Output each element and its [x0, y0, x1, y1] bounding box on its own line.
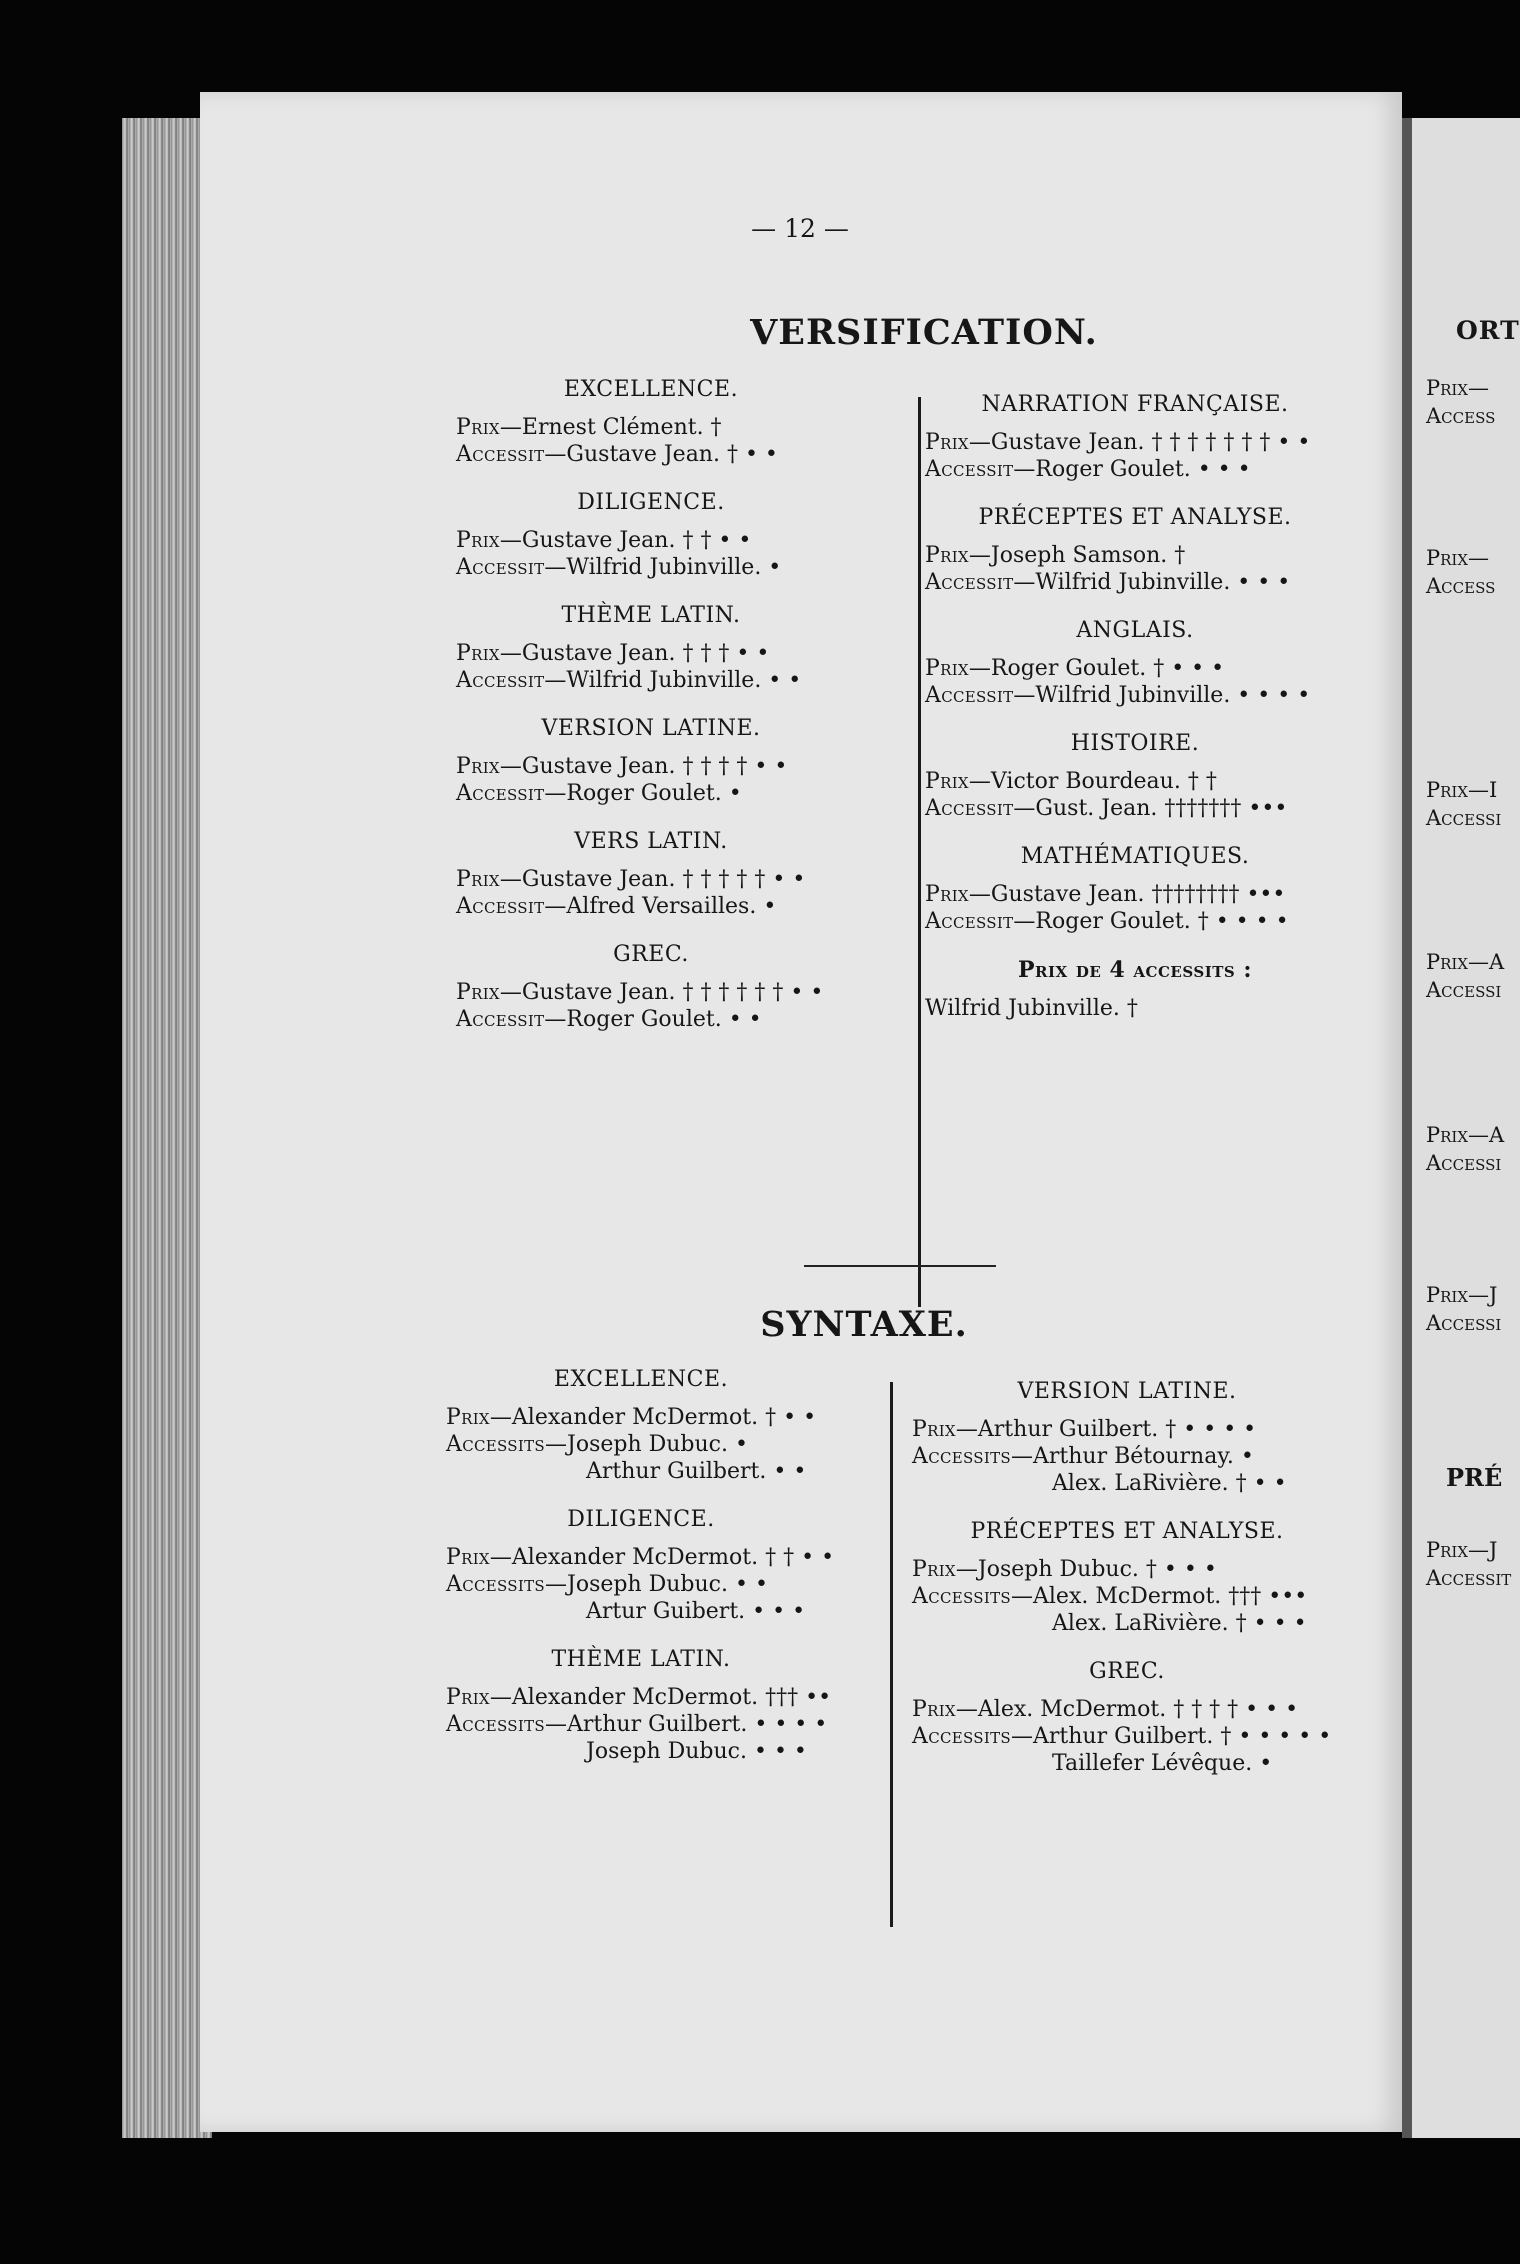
award-entry — [925, 995, 1345, 1022]
recipient-text: —Alexander McDermot. † • • — [489, 1405, 817, 1430]
award-type-label: Accessits — [446, 1712, 545, 1737]
recipient-text: —Joseph Dubuc. • — [545, 1432, 748, 1457]
award-entry — [456, 780, 846, 807]
award-type-label: Accessit — [456, 781, 545, 806]
award-entry — [925, 682, 1345, 709]
award-type-label: Prix — [925, 882, 969, 907]
adjacent-page-fragment — [1402, 118, 1520, 2138]
recipient-text: —Ernest Clément. † — [499, 415, 722, 440]
award-type-label: Accessits — [446, 1572, 545, 1597]
award-type-label: Accessit — [925, 570, 1014, 595]
award-entry — [925, 795, 1345, 822]
award-type-label: Accessits — [912, 1724, 1011, 1749]
category-heading: VERS LATIN. — [574, 829, 728, 854]
award-entry — [456, 753, 846, 780]
award-entry — [456, 527, 846, 554]
award-entry — [912, 1723, 1342, 1750]
recipient-text: —Gustave Jean. † † • • — [499, 528, 752, 553]
recipient-text: —Roger Goulet. • • — [544, 1007, 762, 1032]
award-type-label: Accessit — [925, 457, 1014, 482]
award-entry — [456, 866, 846, 893]
category-heading: DILIGENCE. — [577, 490, 725, 515]
award-entry — [456, 979, 846, 1006]
award-entry — [456, 667, 846, 694]
award-entry — [912, 1556, 1342, 1583]
award-type-label: Accessit — [456, 442, 545, 467]
award-category — [912, 1379, 1342, 1497]
award-category — [912, 1659, 1342, 1777]
column-divider — [890, 1382, 893, 1927]
award-type-label: Prix — [925, 769, 969, 794]
award-category — [912, 1519, 1342, 1637]
award-entry — [912, 1750, 1342, 1777]
section-title-syntaxe: SYNTAXE. — [760, 1304, 968, 1345]
category-heading: DILIGENCE. — [567, 1507, 715, 1532]
category-heading: VERSION LATINE. — [541, 716, 761, 741]
award-entry — [912, 1610, 1342, 1637]
award-category — [456, 942, 846, 1033]
award-type-label: Accessit — [925, 796, 1014, 821]
recipient-text: —Roger Goulet. † • • • — [968, 656, 1225, 681]
recipient-text: Wilfrid Jubinville. † — [925, 996, 1138, 1021]
award-type-label: Prix — [456, 641, 500, 666]
award-entry — [456, 441, 846, 468]
recipient-text: —Gustave Jean. †††††††† ••• — [968, 882, 1286, 907]
recipient-text: —Gustave Jean. † † † • • — [499, 641, 770, 666]
adjacent-page-line: Accessi — [1426, 806, 1502, 830]
recipient-text: —Alexander McDermot. † † • • — [489, 1545, 835, 1570]
recipient-text: —Gustave Jean. † • • — [544, 442, 778, 467]
award-type-label: Accessit — [456, 894, 545, 919]
award-category — [925, 957, 1345, 1022]
award-entry — [912, 1696, 1342, 1723]
adjacent-page-title: ORT — [1456, 316, 1520, 345]
recipient-text: —Gustave Jean. † † † † • • — [499, 754, 788, 779]
award-entry — [912, 1443, 1342, 1470]
category-heading: Prix de 4 accessits : — [1018, 957, 1252, 983]
award-entry — [912, 1416, 1342, 1443]
recipient-text: —Gustave Jean. † † † † † † † • • — [968, 430, 1311, 455]
recipient-text: —Arthur Guilbert. • • • • — [545, 1712, 828, 1737]
award-type-label: Accessit — [925, 683, 1014, 708]
award-type-label: Prix — [456, 415, 500, 440]
award-entry — [925, 908, 1345, 935]
recipient-text: —Gust. Jean. ††††††† ••• — [1013, 796, 1288, 821]
recipient-text: Taillefer Lévêque. • — [1052, 1751, 1273, 1776]
adjacent-page-line: Accessi — [1426, 1151, 1502, 1175]
recipient-text: Arthur Guilbert. • • — [586, 1459, 807, 1484]
award-category — [446, 1507, 836, 1625]
award-category — [456, 490, 846, 581]
award-category — [456, 377, 846, 468]
category-heading: GREC. — [613, 942, 689, 967]
recipient-text: —Wilfrid Jubinville. • • • — [1013, 570, 1291, 595]
category-heading: HISTOIRE. — [1070, 731, 1200, 756]
award-entry — [925, 655, 1345, 682]
award-entry — [925, 569, 1345, 596]
recipient-text: —Wilfrid Jubinville. • — [544, 555, 782, 580]
award-entry — [446, 1738, 836, 1765]
award-type-label: Prix — [446, 1405, 490, 1430]
recipient-text: —Joseph Samson. † — [968, 543, 1186, 568]
category-heading: ANGLAIS. — [1076, 618, 1194, 643]
recipient-text: —Roger Goulet. † • • • • — [1013, 909, 1289, 934]
award-type-label: Prix — [912, 1417, 956, 1442]
award-entry — [456, 1006, 846, 1033]
recipient-text: —Roger Goulet. • • • — [1013, 457, 1251, 482]
award-entry — [456, 554, 846, 581]
award-entry — [456, 414, 846, 441]
award-type-label: Prix — [925, 543, 969, 568]
recipient-text: —Arthur Guilbert. † • • • • • — [1011, 1724, 1332, 1749]
award-entry — [456, 640, 846, 667]
adjacent-page-line: Prix—A — [1426, 950, 1505, 974]
adjacent-page-line: Prix—J — [1426, 1283, 1498, 1307]
recipient-text: —Alex. McDermot. † † † † • • • — [955, 1697, 1299, 1722]
award-entry — [446, 1598, 836, 1625]
book-page — [200, 92, 1402, 2132]
adjacent-page-line: Prix—A — [1426, 1123, 1505, 1147]
award-type-label: Prix — [912, 1557, 956, 1582]
award-category — [925, 844, 1345, 935]
section-separator-rule — [804, 1265, 996, 1267]
award-category — [925, 731, 1345, 822]
recipient-text: —Joseph Dubuc. • • — [545, 1572, 768, 1597]
recipient-text: —Alexander McDermot. ††† •• — [489, 1685, 832, 1710]
award-type-label: Prix — [456, 528, 500, 553]
column-divider — [918, 397, 921, 1307]
adjacent-page-line: Prix— — [1426, 546, 1490, 570]
category-heading: PRÉCEPTES ET ANALYSE. — [978, 505, 1292, 530]
award-entry — [912, 1583, 1342, 1610]
award-entry — [446, 1544, 836, 1571]
award-category — [456, 829, 846, 920]
award-category — [925, 505, 1345, 596]
award-entry — [446, 1431, 836, 1458]
award-entry — [925, 456, 1345, 483]
award-entry — [925, 768, 1345, 795]
award-category — [446, 1647, 836, 1765]
award-type-label: Accessit — [925, 909, 1014, 934]
award-entry — [446, 1404, 836, 1431]
recipient-text: —Roger Goulet. • — [544, 781, 742, 806]
recipient-text: —Victor Bourdeau. † † — [968, 769, 1217, 794]
recipient-text: —Joseph Dubuc. † • • • — [955, 1557, 1217, 1582]
recipient-text: —Wilfrid Jubinville. • • — [544, 668, 802, 693]
award-entry — [925, 881, 1345, 908]
recipient-text: —Wilfrid Jubinville. • • • • — [1013, 683, 1311, 708]
adjacent-page-subtitle: PRÉ — [1446, 1463, 1503, 1492]
adjacent-page-line: Access — [1426, 404, 1496, 428]
category-heading: THÈME LATIN. — [551, 1647, 731, 1672]
category-heading: MATHÉMATIQUES. — [1020, 844, 1250, 869]
adjacent-page-line: Accessi — [1426, 1311, 1502, 1335]
recipient-text: —Gustave Jean. † † † † † • • — [499, 867, 806, 892]
recipient-text: Artur Guibert. • • • — [586, 1599, 806, 1624]
award-type-label: Accessit — [456, 555, 545, 580]
award-entry — [912, 1470, 1342, 1497]
adjacent-page-line: Prix— — [1426, 376, 1490, 400]
award-entry — [925, 542, 1345, 569]
adjacent-page-line: Prix—J — [1426, 1538, 1498, 1562]
award-type-label: Prix — [456, 980, 500, 1005]
versification-left-column — [456, 377, 846, 1055]
recipient-text: —Alfred Versailles. • — [544, 894, 777, 919]
award-category — [456, 716, 846, 807]
award-type-label: Prix — [456, 754, 500, 779]
award-type-label: Prix — [912, 1697, 956, 1722]
award-type-label: Prix — [446, 1685, 490, 1710]
award-entry — [446, 1711, 836, 1738]
adjacent-page-line: Access — [1426, 574, 1496, 598]
category-heading: NARRATION FRANÇAISE. — [981, 392, 1289, 417]
award-category — [456, 603, 846, 694]
category-heading: PRÉCEPTES ET ANALYSE. — [970, 1519, 1284, 1544]
award-type-label: Prix — [446, 1545, 490, 1570]
award-type-label: Accessits — [446, 1432, 545, 1457]
award-category — [446, 1367, 836, 1485]
award-type-label: Prix — [456, 867, 500, 892]
recipient-text: Alex. LaRivière. † • • — [1052, 1471, 1287, 1496]
award-type-label: Accessit — [456, 668, 545, 693]
page-number: — 12 — — [751, 214, 849, 243]
award-entry — [925, 429, 1345, 456]
recipient-text: —Gustave Jean. † † † † † † • • — [499, 980, 824, 1005]
recipient-text: Joseph Dubuc. • • • — [586, 1739, 807, 1764]
adjacent-page-line: Accessit — [1426, 1566, 1512, 1590]
adjacent-page-line: Prix—I — [1426, 778, 1498, 802]
award-category — [925, 392, 1345, 483]
category-heading: VERSION LATINE. — [1017, 1379, 1237, 1404]
award-entry — [446, 1458, 836, 1485]
recipient-text: —Alex. McDermot. ††† ••• — [1011, 1584, 1308, 1609]
award-type-label: Accessit — [456, 1007, 545, 1032]
category-heading: EXCELLENCE. — [553, 1367, 729, 1392]
award-type-label: Prix — [925, 430, 969, 455]
category-heading: EXCELLENCE. — [563, 377, 739, 402]
award-type-label: Accessits — [912, 1584, 1011, 1609]
book-page-edges — [122, 118, 212, 2138]
award-type-label: Accessits — [912, 1444, 1011, 1469]
recipient-text: —Arthur Bétournay. • — [1011, 1444, 1254, 1469]
award-entry — [446, 1571, 836, 1598]
award-entry — [446, 1684, 836, 1711]
award-type-label: Prix — [925, 656, 969, 681]
syntaxe-right-column — [912, 1379, 1342, 1799]
category-heading: GREC. — [1089, 1659, 1165, 1684]
syntaxe-left-column — [446, 1367, 836, 1787]
category-heading: THÈME LATIN. — [561, 603, 741, 628]
award-category — [925, 618, 1345, 709]
award-entry — [456, 893, 846, 920]
section-title-versification: VERSIFICATION. — [750, 312, 1098, 353]
recipient-text: Alex. LaRivière. † • • • — [1052, 1611, 1307, 1636]
recipient-text: —Arthur Guilbert. † • • • • — [955, 1417, 1257, 1442]
adjacent-page-line: Accessi — [1426, 978, 1502, 1002]
versification-right-column — [925, 392, 1345, 1044]
